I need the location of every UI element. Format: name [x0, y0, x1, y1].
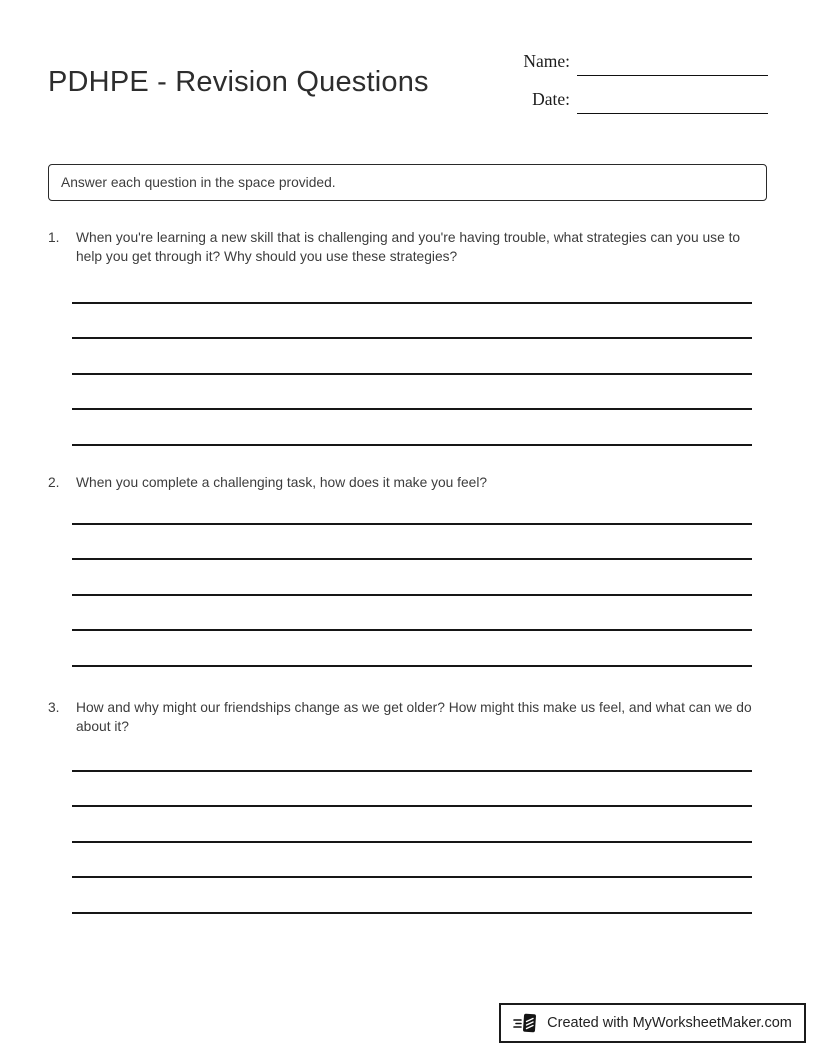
answer-line [72, 489, 752, 525]
answer-lines [72, 736, 752, 914]
answer-line [72, 525, 752, 561]
answer-line [72, 772, 752, 808]
name-field-row [523, 51, 768, 76]
answer-line [72, 596, 752, 632]
answer-lines [72, 489, 752, 667]
answer-line [72, 339, 752, 375]
name-blank-line [577, 52, 768, 76]
page-title: PDHPE - Revision Questions [48, 66, 429, 99]
answer-line [72, 631, 752, 667]
answer-lines [72, 268, 752, 446]
answer-line [72, 304, 752, 340]
name-label: Name: [523, 51, 570, 71]
question-text: How and why might our friendships change as we get older? How might this make us feel, and what can we do about it? [76, 700, 752, 734]
question-block [48, 473, 760, 667]
answer-line [72, 375, 752, 411]
date-blank-line [577, 90, 768, 114]
date-field-row [532, 89, 768, 114]
answer-line [72, 736, 752, 772]
answer-line [72, 843, 752, 879]
answer-line [72, 878, 752, 914]
instructions-box [48, 164, 767, 201]
question-number: 3. [48, 700, 60, 715]
instructions-text: Answer each question in the space provided. [61, 175, 336, 190]
flying-worksheet-icon [513, 1010, 539, 1036]
question-number: 2. [48, 475, 60, 490]
date-label: Date: [532, 89, 570, 109]
question-text: When you complete a challenging task, how does it make you feel? [76, 475, 488, 490]
question-number: 1. [48, 230, 60, 245]
answer-line [72, 560, 752, 596]
question-row [48, 228, 760, 266]
question-row [48, 473, 760, 492]
answer-line [72, 807, 752, 843]
credit-box [499, 1003, 806, 1043]
question-block [48, 698, 760, 914]
question-block [48, 228, 760, 446]
question-row [48, 698, 760, 736]
credit-text: Created with MyWorksheetMaker.com [547, 1015, 792, 1031]
answer-line [72, 268, 752, 304]
answer-line [72, 410, 752, 446]
question-text: When you're learning a new skill that is challenging and you're having trouble, what strategies can you use to help you get through it? Why should you use these strategies? [76, 230, 741, 264]
